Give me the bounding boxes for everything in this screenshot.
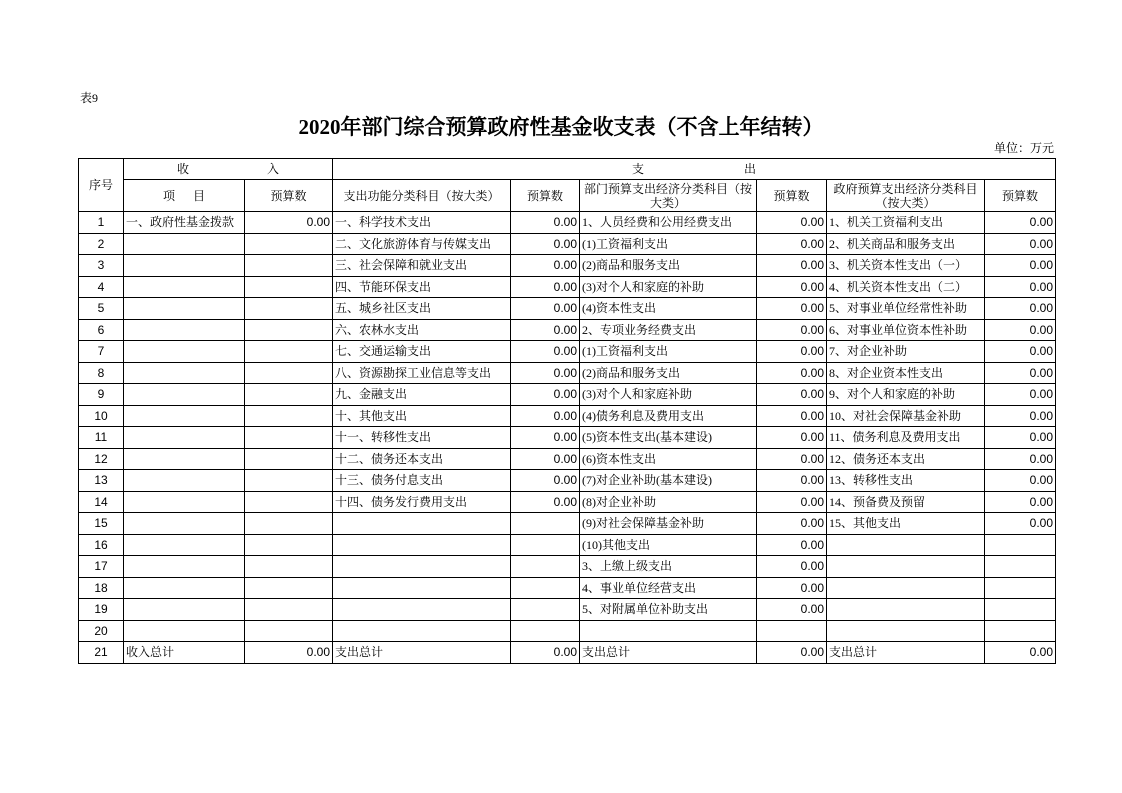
unit-label: 单位：万元 xyxy=(993,141,1054,155)
func-amount-cell: 0.00 xyxy=(511,449,580,471)
income-amount-cell xyxy=(245,234,333,256)
income-item-cell xyxy=(124,513,245,535)
seq-cell: 4 xyxy=(78,277,124,299)
dept-item-cell: (6)资本性支出 xyxy=(580,449,757,471)
dept-amount-cell: 0.00 xyxy=(757,449,827,471)
func-item-cell: 十二、债务还本支出 xyxy=(333,449,511,471)
income-amount-cell xyxy=(245,320,333,342)
dept-amount-cell: 0.00 xyxy=(757,212,827,234)
income-item-cell xyxy=(124,363,245,385)
func-item-cell xyxy=(333,535,511,557)
gov-amount-cell: 0.00 xyxy=(985,320,1056,342)
dept-item-cell: (1)工资福利支出 xyxy=(580,234,757,256)
income-amount-cell xyxy=(245,578,333,600)
dept-item-cell xyxy=(580,621,757,643)
gov-item-cell: 14、预备费及预留 xyxy=(827,492,985,514)
dept-item-cell: (7)对企业补助(基本建设) xyxy=(580,470,757,492)
func-item-cell: 十一、转移性支出 xyxy=(333,427,511,449)
func-amount-cell: 0.00 xyxy=(511,406,580,428)
seq-cell: 20 xyxy=(78,621,124,643)
gov-item-cell xyxy=(827,556,985,578)
dept-item-cell: (2)商品和服务支出 xyxy=(580,363,757,385)
gov-amount-cell: 0.00 xyxy=(985,363,1056,385)
seq-cell: 14 xyxy=(78,492,124,514)
func-item-cell xyxy=(333,599,511,621)
func-amount-cell: 0.00 xyxy=(511,255,580,277)
dept-item-cell: 1、人员经费和公用经费支出 xyxy=(580,212,757,234)
func-amount-cell xyxy=(511,621,580,643)
header-expense-group-label: 支出 xyxy=(631,162,856,176)
dept-amount-cell xyxy=(757,621,827,643)
func-item-cell: 一、科学技术支出 xyxy=(333,212,511,234)
dept-item-cell: 支出总计 xyxy=(580,642,757,664)
dept-amount-cell: 0.00 xyxy=(757,234,827,256)
header-dept-item: 部门预算支出经济分类科目（按 大类） xyxy=(580,180,757,212)
income-item-cell xyxy=(124,578,245,600)
income-item-cell xyxy=(124,277,245,299)
func-amount-cell: 0.00 xyxy=(511,470,580,492)
dept-item-cell: (1)工资福利支出 xyxy=(580,341,757,363)
dept-amount-cell: 0.00 xyxy=(757,406,827,428)
gov-amount-cell: 0.00 xyxy=(985,642,1056,664)
income-amount-cell xyxy=(245,363,333,385)
income-item-cell xyxy=(124,341,245,363)
func-item-cell: 六、农林水支出 xyxy=(333,320,511,342)
func-amount-cell: 0.00 xyxy=(511,234,580,256)
dept-item-cell: (3)对个人和家庭补助 xyxy=(580,384,757,406)
func-item-cell: 十四、债务发行费用支出 xyxy=(333,492,511,514)
income-item-cell xyxy=(124,599,245,621)
dept-item-cell: (2)商品和服务支出 xyxy=(580,255,757,277)
seq-cell: 18 xyxy=(78,578,124,600)
seq-cell: 3 xyxy=(78,255,124,277)
header-income-item xyxy=(124,180,245,212)
dept-amount-cell: 0.00 xyxy=(757,320,827,342)
seq-cell: 21 xyxy=(78,642,124,664)
header-dept-amount: 预算数 xyxy=(757,180,827,212)
dept-item-cell: (10)其他支出 xyxy=(580,535,757,557)
func-item-cell: 二、文化旅游体育与传媒支出 xyxy=(333,234,511,256)
func-amount-cell: 0.00 xyxy=(511,384,580,406)
income-item-cell xyxy=(124,449,245,471)
func-amount-cell xyxy=(511,513,580,535)
gov-item-cell: 13、转移性支出 xyxy=(827,470,985,492)
income-amount-cell xyxy=(245,492,333,514)
gov-amount-cell: 0.00 xyxy=(985,277,1056,299)
seq-cell: 17 xyxy=(78,556,124,578)
income-amount-cell xyxy=(245,427,333,449)
gov-item-cell: 支出总计 xyxy=(827,642,985,664)
gov-item-cell: 2、机关商品和服务支出 xyxy=(827,234,985,256)
gov-amount-cell: 0.00 xyxy=(985,513,1056,535)
gov-item-cell: 3、机关资本性支出（一） xyxy=(827,255,985,277)
header-seq: 序号 xyxy=(78,158,124,212)
income-amount-cell xyxy=(245,406,333,428)
gov-amount-cell: 0.00 xyxy=(985,406,1056,428)
func-amount-cell: 0.00 xyxy=(511,427,580,449)
dept-amount-cell: 0.00 xyxy=(757,341,827,363)
income-amount-cell xyxy=(245,513,333,535)
func-amount-cell xyxy=(511,578,580,600)
func-item-cell: 支出总计 xyxy=(333,642,511,664)
dept-amount-cell: 0.00 xyxy=(757,427,827,449)
dept-item-cell: (3)对个人和家庭的补助 xyxy=(580,277,757,299)
income-amount-cell: 0.00 xyxy=(245,212,333,234)
func-amount-cell: 0.00 xyxy=(511,298,580,320)
gov-amount-cell xyxy=(985,621,1056,643)
dept-amount-cell: 0.00 xyxy=(757,277,827,299)
func-item-cell: 三、社会保障和就业支出 xyxy=(333,255,511,277)
gov-amount-cell: 0.00 xyxy=(985,492,1056,514)
seq-cell: 7 xyxy=(78,341,124,363)
income-item-cell xyxy=(124,492,245,514)
dept-item-cell: 5、对附属单位补助支出 xyxy=(580,599,757,621)
income-item-cell xyxy=(124,234,245,256)
func-item-cell xyxy=(333,578,511,600)
income-amount-cell xyxy=(245,341,333,363)
income-amount-cell xyxy=(245,621,333,643)
dept-amount-cell: 0.00 xyxy=(757,255,827,277)
income-item-cell xyxy=(124,298,245,320)
gov-item-cell: 1、机关工资福利支出 xyxy=(827,212,985,234)
income-amount-cell xyxy=(245,449,333,471)
dept-amount-cell: 0.00 xyxy=(757,513,827,535)
dept-amount-cell: 0.00 xyxy=(757,298,827,320)
gov-item-cell: 12、债务还本支出 xyxy=(827,449,985,471)
func-amount-cell xyxy=(511,556,580,578)
budget-table xyxy=(78,158,1056,664)
dept-item-cell: 4、事业单位经营支出 xyxy=(580,578,757,600)
seq-cell: 19 xyxy=(78,599,124,621)
dept-item-cell: (8)对企业补助 xyxy=(580,492,757,514)
page-title: 2020年部门综合预算政府性基金收支表（不含上年结转） xyxy=(298,115,824,139)
gov-amount-cell: 0.00 xyxy=(985,427,1056,449)
seq-cell: 15 xyxy=(78,513,124,535)
gov-amount-cell: 0.00 xyxy=(985,234,1056,256)
gov-item-cell xyxy=(827,578,985,600)
seq-cell: 16 xyxy=(78,535,124,557)
income-item-cell xyxy=(124,255,245,277)
income-amount-cell xyxy=(245,535,333,557)
dept-amount-cell: 0.00 xyxy=(757,642,827,664)
seq-cell: 2 xyxy=(78,234,124,256)
gov-amount-cell xyxy=(985,535,1056,557)
dept-item-cell: (4)债务利息及费用支出 xyxy=(580,406,757,428)
func-item-cell: 四、节能环保支出 xyxy=(333,277,511,299)
dept-item-cell: 2、专项业务经费支出 xyxy=(580,320,757,342)
gov-item-cell: 4、机关资本性支出（二） xyxy=(827,277,985,299)
gov-amount-cell: 0.00 xyxy=(985,341,1056,363)
income-item-cell xyxy=(124,320,245,342)
income-amount-cell xyxy=(245,384,333,406)
income-item-cell xyxy=(124,621,245,643)
gov-amount-cell: 0.00 xyxy=(985,384,1056,406)
header-func-item: 支出功能分类科目（按大类） xyxy=(333,180,511,212)
gov-item-cell: 8、对企业资本性支出 xyxy=(827,363,985,385)
func-amount-cell: 0.00 xyxy=(511,277,580,299)
gov-item-cell xyxy=(827,599,985,621)
gov-amount-cell: 0.00 xyxy=(985,449,1056,471)
income-item-cell: 一、政府性基金拨款 xyxy=(124,212,245,234)
seq-cell: 8 xyxy=(78,363,124,385)
func-amount-cell: 0.00 xyxy=(511,363,580,385)
func-item-cell xyxy=(333,556,511,578)
dept-amount-cell: 0.00 xyxy=(757,535,827,557)
gov-amount-cell xyxy=(985,578,1056,600)
func-amount-cell: 0.00 xyxy=(511,642,580,664)
income-item-cell xyxy=(124,384,245,406)
income-amount-cell xyxy=(245,255,333,277)
header-income-amount: 预算数 xyxy=(245,180,333,212)
dept-amount-cell: 0.00 xyxy=(757,578,827,600)
gov-amount-cell xyxy=(985,556,1056,578)
func-item-cell xyxy=(333,621,511,643)
seq-cell: 1 xyxy=(78,212,124,234)
header-gov-amount: 预算数 xyxy=(985,180,1056,212)
income-item-cell xyxy=(124,406,245,428)
dept-amount-cell: 0.00 xyxy=(757,492,827,514)
header-expense-group xyxy=(333,158,1056,180)
income-item-cell xyxy=(124,470,245,492)
func-item-cell: 十三、债务付息支出 xyxy=(333,470,511,492)
header-gov-item: 政府预算支出经济分类科目 （按大类） xyxy=(827,180,985,212)
gov-amount-cell: 0.00 xyxy=(985,298,1056,320)
func-item-cell: 十、其他支出 xyxy=(333,406,511,428)
func-amount-cell: 0.00 xyxy=(511,492,580,514)
gov-item-cell xyxy=(827,621,985,643)
income-amount-cell xyxy=(245,556,333,578)
func-amount-cell xyxy=(511,599,580,621)
func-amount-cell: 0.00 xyxy=(511,341,580,363)
seq-cell: 12 xyxy=(78,449,124,471)
gov-item-cell: 5、对事业单位经常性补助 xyxy=(827,298,985,320)
header-income-group xyxy=(124,158,357,180)
gov-amount-cell: 0.00 xyxy=(985,255,1056,277)
gov-item-cell: 10、对社会保障基金补助 xyxy=(827,406,985,428)
gov-item-cell: 9、对个人和家庭的补助 xyxy=(827,384,985,406)
func-item-cell: 八、资源勘探工业信息等支出 xyxy=(333,363,511,385)
gov-amount-cell xyxy=(985,599,1056,621)
func-item-cell: 五、城乡社区支出 xyxy=(333,298,511,320)
gov-item-cell: 15、其他支出 xyxy=(827,513,985,535)
seq-cell: 13 xyxy=(78,470,124,492)
dept-amount-cell: 0.00 xyxy=(757,363,827,385)
income-item-cell xyxy=(124,535,245,557)
income-item-cell xyxy=(124,427,245,449)
gov-amount-cell: 0.00 xyxy=(985,470,1056,492)
dept-amount-cell: 0.00 xyxy=(757,556,827,578)
dept-amount-cell: 0.00 xyxy=(757,384,827,406)
seq-cell: 5 xyxy=(78,298,124,320)
header-income-item-label: 项目 xyxy=(162,188,223,203)
dept-amount-cell: 0.00 xyxy=(757,599,827,621)
func-item-cell xyxy=(333,513,511,535)
func-item-cell: 七、交通运输支出 xyxy=(333,341,511,363)
gov-amount-cell: 0.00 xyxy=(985,212,1056,234)
table-number: 表9 xyxy=(80,91,99,105)
dept-item-cell: (4)资本性支出 xyxy=(580,298,757,320)
seq-cell: 11 xyxy=(78,427,124,449)
func-amount-cell xyxy=(511,535,580,557)
dept-item-cell: (9)对社会保障基金补助 xyxy=(580,513,757,535)
seq-cell: 10 xyxy=(78,406,124,428)
header-income-group-label: 收入 xyxy=(176,162,357,176)
gov-item-cell xyxy=(827,535,985,557)
income-amount-cell xyxy=(245,470,333,492)
seq-cell: 6 xyxy=(78,320,124,342)
dept-amount-cell: 0.00 xyxy=(757,470,827,492)
income-amount-cell xyxy=(245,599,333,621)
header-func-amount: 预算数 xyxy=(511,180,580,212)
func-amount-cell: 0.00 xyxy=(511,320,580,342)
income-amount-cell xyxy=(245,277,333,299)
gov-item-cell: 6、对事业单位资本性补助 xyxy=(827,320,985,342)
dept-item-cell: (5)资本性支出(基本建设) xyxy=(580,427,757,449)
gov-item-cell: 11、债务利息及费用支出 xyxy=(827,427,985,449)
seq-cell: 9 xyxy=(78,384,124,406)
income-amount-cell xyxy=(245,298,333,320)
income-amount-cell: 0.00 xyxy=(245,642,333,664)
func-item-cell: 九、金融支出 xyxy=(333,384,511,406)
func-amount-cell: 0.00 xyxy=(511,212,580,234)
gov-item-cell: 7、对企业补助 xyxy=(827,341,985,363)
dept-item-cell: 3、上缴上级支出 xyxy=(580,556,757,578)
income-item-cell xyxy=(124,556,245,578)
income-item-cell: 收入总计 xyxy=(124,642,245,664)
